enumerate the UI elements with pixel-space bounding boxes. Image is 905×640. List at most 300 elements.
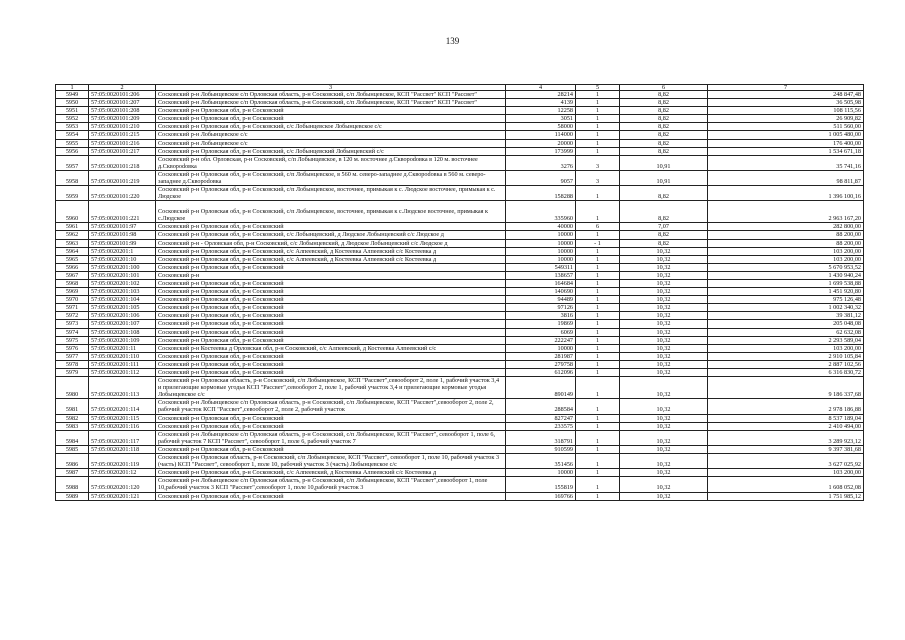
table-row [56,139,864,147]
row-number-cell: 5978 [56,360,89,368]
table-row [56,328,864,336]
address-cell: Сосковский р-н Орловская обл, р-н Сосковский [156,304,506,312]
address-cell: Сосковский р-н Орловская обл, р-н Сосковский [156,445,506,453]
row-number-cell: 5966 [56,263,89,271]
cadastral-number-cell: 57:05:0020101:218 [89,155,156,170]
value-cell: 103 200,00 [708,255,864,263]
area-cell: 281987 [506,352,576,360]
area-cell: 58000 [506,123,576,131]
category-cell: 1 [576,107,620,115]
area-cell: 10000 [506,247,576,255]
rate-cell: 8,82 [620,115,708,123]
area-cell: 114000 [506,131,576,139]
row-number-cell: 5985 [56,445,89,453]
cadastral-number-cell: 57:05:0020201:106 [89,312,156,320]
rate-cell: 10,32 [620,492,708,500]
cadastral-number-cell: 57:05:0020201:108 [89,328,156,336]
category-cell: 1 [576,139,620,147]
rate-cell: 10,32 [620,414,708,422]
address-cell: Сосковский р-н Лобынцевское с/п Орловская область, р-н Сосковский, с/п Лобынцевское, КСП "Рассвет" КСП "Рассвет" [156,99,506,107]
address-cell: Сосковский р-н Орловская обл, р-н Сосковский, с/с Лобынцевский Лобынцевский с/с [156,147,506,155]
value-cell: 3 627 025,92 [708,454,864,469]
area-cell: 140690 [506,288,576,296]
category-cell: 1 [576,231,620,239]
rate-cell: 10,32 [620,422,708,430]
rate-cell: 10,32 [620,377,708,399]
cadastral-number-cell: 57:05:0020201:119 [89,454,156,469]
row-number-cell: 5964 [56,247,89,255]
area-cell: 10000 [506,255,576,263]
address-cell: Сосковский р-н Орловская обл, р-н Сосковский [156,369,506,377]
category-cell: 1 [576,186,620,201]
row-number-cell: 5968 [56,279,89,287]
address-cell: Сосковский р-н Орловская обл, р-н Сосковский [156,352,506,360]
value-cell: 103 200,00 [708,247,864,255]
cadastral-number-cell: 57:05:0020101:216 [89,139,156,147]
value-cell: 36 505,98 [708,99,864,107]
value-cell: 2 293 589,04 [708,336,864,344]
cadastral-number-cell: 57:05:0020201:104 [89,296,156,304]
address-cell: Сосковский р-н Орловская обл, р-н Сосковский, с/с Лобынцевское Лобынцевское с/с [156,123,506,131]
address-cell: Сосковский р-н - Орловская обл, р-н Сосковский, с/с Лобынцевский, д Людское Лобынцевский с/с Людское д [156,239,506,247]
area-cell: 155819 [506,477,576,492]
table-row [56,312,864,320]
address-cell: Сосковский р-н Орловская обл, р-н Сосковский [156,223,506,231]
value-cell: 3 289 923,12 [708,430,864,445]
table-row [56,247,864,255]
table-row [56,279,864,287]
table-row [56,231,864,239]
value-cell: 975 126,48 [708,296,864,304]
value-cell: 9 397 381,68 [708,445,864,453]
category-cell: 1 [576,304,620,312]
address-cell: Сосковский р-н Орловская обл, р-н Сосковский [156,336,506,344]
value-cell: 511 560,00 [708,123,864,131]
value-cell: 2 910 105,84 [708,352,864,360]
category-cell: 1 [576,147,620,155]
row-number-cell: 5980 [56,377,89,399]
value-cell: 9 186 337,68 [708,377,864,399]
category-cell: 1 [576,344,620,352]
rate-cell: 8,82 [620,186,708,201]
area-cell: 10000 [506,231,576,239]
table-row [56,91,864,99]
rate-cell: 10,32 [620,369,708,377]
value-cell: 35 741,16 [708,155,864,170]
table-row [56,320,864,328]
category-cell: 1 [576,336,620,344]
rate-cell: 8,82 [620,131,708,139]
category-cell: 1 [576,91,620,99]
category-cell: 1 [576,131,620,139]
category-cell: 1 [576,430,620,445]
address-cell: Сосковский р-н Орловская обл, р-н Сосковский [156,263,506,271]
rate-cell: 8,82 [620,123,708,131]
area-cell: 279758 [506,360,576,368]
area-cell: 28214 [506,91,576,99]
table-row [56,336,864,344]
cadastral-number-cell: 57:05:0020201:113 [89,377,156,399]
address-cell: Сосковский р-н Лобынцевское с/с [156,131,506,139]
area-cell: 97126 [506,304,576,312]
address-cell: Сосковский р-н Орловская обл, р-н Сосковский [156,492,506,500]
category-cell: 1 [576,123,620,131]
category-cell: 1 [576,271,620,279]
table-row [56,352,864,360]
value-cell: 108 115,56 [708,107,864,115]
rate-cell: 10,32 [620,263,708,271]
category-cell: 1 [576,369,620,377]
cadastral-number-cell: 57:05:0020201:102 [89,279,156,287]
table-row [56,239,864,247]
rate-cell: 10,32 [620,320,708,328]
cadastral-number-cell: 57:05:0020101:206 [89,91,156,99]
column-header: 6 [620,85,708,91]
value-cell: 282 800,00 [708,223,864,231]
value-cell: 26 909,82 [708,115,864,123]
row-number-cell: 5957 [56,155,89,170]
category-cell: 1 [576,99,620,107]
cadastral-number-cell: 57:05:0020201:100 [89,263,156,271]
cadastral-number-cell: 57:05:0020101:98 [89,231,156,239]
value-cell: 205 048,08 [708,320,864,328]
category-cell: 1 [576,414,620,422]
table-row [56,155,864,170]
row-number-cell: 5982 [56,414,89,422]
value-cell: 2 963 167,20 [708,201,864,223]
row-number-cell: 5958 [56,170,89,185]
column-header: 3 [156,85,506,91]
address-cell: Сосковский р-н обл. Орловская, р-н Сосковский, с/п Лобынцевское, в 120 м. восточнее д.Скворodовка в 120 м. восточнее д.Скворodовка [156,155,506,170]
area-cell: 335960 [506,201,576,223]
column-header: 4 [506,85,576,91]
table-row [56,201,864,223]
value-cell: 1 751 985,12 [708,492,864,500]
address-cell: Сосковский р-н Орловская обл, р-н Сосковский, с/с Лобынцевский, д Людское Лобынцевский с/с Людское д [156,231,506,239]
row-number-cell: 5955 [56,139,89,147]
area-cell: 910599 [506,445,576,453]
cadastral-number-cell: 57:05:0020101:220 [89,186,156,201]
address-cell: Сосковский р-н Лобынцевское с/с [156,139,506,147]
area-cell: 612096 [506,369,576,377]
area-cell: 222247 [506,336,576,344]
row-number-cell: 5953 [56,123,89,131]
address-cell: Сосковский р-н Орловская обл, р-н Сосковский [156,312,506,320]
row-number-cell: 5965 [56,255,89,263]
table-row [56,414,864,422]
address-cell: Сосковский р-н Орловская обл, р-н Сосковский [156,360,506,368]
cadastral-number-cell: 57:05:0020201:1 [89,247,156,255]
row-number-cell: 5987 [56,469,89,477]
row-number-cell: 5974 [56,328,89,336]
area-cell: 173999 [506,147,576,155]
value-cell: 1 534 671,18 [708,147,864,155]
cadastral-number-cell: 57:05:0020101:219 [89,170,156,185]
table-row [56,170,864,185]
cadastral-number-cell: 57:05:0020101:97 [89,223,156,231]
rate-cell: 10,32 [620,469,708,477]
table-row [56,99,864,107]
row-number-cell: 5977 [56,352,89,360]
area-cell: 9057 [506,170,576,185]
table-row [56,115,864,123]
area-cell: 169766 [506,492,576,500]
address-cell: Сосковский р-н Орловская обл, р-н Сосковский [156,279,506,287]
area-cell: 10000 [506,239,576,247]
row-number-cell: 5960 [56,201,89,223]
area-cell: 20000 [506,139,576,147]
category-cell: 1 [576,320,620,328]
area-cell: 10000 [506,344,576,352]
cadastral-number-cell: 57:05:0020201:117 [89,430,156,445]
rate-cell: 10,32 [620,399,708,414]
address-cell: Сосковский р-н Костеевка д Орловская обл, р-н Сосковский, с/с Алпеевский, д Костеевка Алпеевский с/с [156,344,506,352]
rate-cell: 10,32 [620,336,708,344]
area-cell: 94489 [506,296,576,304]
cadastral-number-cell: 57:05:0020101:209 [89,115,156,123]
cadastral-number-cell: 57:05:0020201:115 [89,414,156,422]
value-cell: 8 537 189,04 [708,414,864,422]
rate-cell: 10,91 [620,155,708,170]
rate-cell: 8,82 [620,231,708,239]
area-cell: 318791 [506,430,576,445]
category-cell: 1 [576,296,620,304]
cadastral-number-cell: 57:05:0020201:11 [89,344,156,352]
address-cell: Сосковский р-н Лобынцевское с/п Орловская область, р-н Сосковский, с/п Лобынцевское, КСП "Рассвет",севооборот 1, поле 10,рабочий участок 3 КСП "Рассвет",севооборот 1, поле 10,рабочий участок 3 [156,477,506,492]
row-number-cell: 5976 [56,344,89,352]
rate-cell: 10,32 [620,296,708,304]
cadastral-number-cell: 57:05:0020101:221 [89,201,156,223]
value-cell: 1 005 480,00 [708,131,864,139]
cadastral-number-cell: 57:05:0020201:112 [89,369,156,377]
value-cell: 2 978 186,88 [708,399,864,414]
category-cell: 1 [576,279,620,287]
cadastral-number-cell: 57:05:0020201:109 [89,336,156,344]
rate-cell: 10,32 [620,352,708,360]
rate-cell: 8,82 [620,239,708,247]
value-cell: 88 200,00 [708,231,864,239]
table-row [56,430,864,445]
table-row [56,445,864,453]
value-cell: 1 451 920,80 [708,288,864,296]
rate-cell: 10,32 [620,279,708,287]
cadastral-number-cell: 57:05:0020101:99 [89,239,156,247]
table-row [56,263,864,271]
row-number-cell: 5950 [56,99,89,107]
row-number-cell: 5967 [56,271,89,279]
table-body [56,91,864,501]
category-cell: 1 [576,328,620,336]
category-cell: 1 [576,263,620,271]
area-cell: 890149 [506,377,576,399]
cadastral-number-cell: 57:05:0020201:12 [89,469,156,477]
value-cell: 62 632,08 [708,328,864,336]
row-number-cell: 5975 [56,336,89,344]
category-cell: 3 [576,155,620,170]
address-cell: Сосковский р-н Орловская обл, р-н Сосковский [156,422,506,430]
cadastral-number-cell: 57:05:0020201:10 [89,255,156,263]
area-cell: 40000 [506,223,576,231]
value-cell: 6 316 830,72 [708,369,864,377]
value-cell: 5 670 953,52 [708,263,864,271]
area-cell: 164684 [506,279,576,287]
area-cell: 549311 [506,263,576,271]
table-row [56,107,864,115]
area-cell: 12258 [506,107,576,115]
row-number-cell: 5969 [56,288,89,296]
row-number-cell: 5972 [56,312,89,320]
table-row [56,454,864,469]
value-cell: 248 847,48 [708,91,864,99]
land-register-table [55,84,864,501]
table-row [56,360,864,368]
rate-cell: 7,07 [620,223,708,231]
row-number-cell: 5970 [56,296,89,304]
area-cell: 19869 [506,320,576,328]
row-number-cell: 5989 [56,492,89,500]
cadastral-number-cell: 57:05:0020201:114 [89,399,156,414]
area-cell: 10000 [506,469,576,477]
table-row [56,186,864,201]
table-row [56,492,864,500]
address-cell: Сосковский р-н Орловская обл, р-н Сосковский [156,115,506,123]
page-number: 139 [445,36,460,46]
category-cell: 1 [576,477,620,492]
table-row [56,477,864,492]
table-row [56,399,864,414]
table-row [56,422,864,430]
value-cell: 176 400,00 [708,139,864,147]
category-cell: - 1 [576,239,620,247]
area-cell: 3816 [506,312,576,320]
cadastral-number-cell: 57:05:0020101:210 [89,123,156,131]
value-cell: 1 608 052,08 [708,477,864,492]
value-cell: 2 887 102,56 [708,360,864,368]
address-cell: Сосковский р-н Орловская обл, р-н Сосковский, с/с Алпеевский, д Костеевка Алпеевский с/с Костеевка д [156,247,506,255]
category-cell: 1 [576,352,620,360]
value-cell: 1 396 100,16 [708,186,864,201]
category-cell: 1 [576,399,620,414]
row-number-cell: 5949 [56,91,89,99]
table-row [56,296,864,304]
address-cell: Сосковский р-н Орловская область, р-н Сосковский, с/п Лобынцевское, КСП "Рассвет", севооборот 1, поле 10, рабочий участок 3 (часть) КСП "Рассвет", севооборот 1, поле 10, рабочий участок 3 (часть) Лобынцевское с/с [156,454,506,469]
category-cell: 1 [576,247,620,255]
cadastral-number-cell: 57:05:0020201:118 [89,445,156,453]
category-cell: 1 [576,492,620,500]
table-row [56,288,864,296]
row-number-cell: 5959 [56,186,89,201]
cadastral-number-cell: 57:05:0020201:116 [89,422,156,430]
row-number-cell: 5956 [56,147,89,155]
category-cell: 3 [576,170,620,185]
address-cell: Сосковский р-н Орловская обл, р-н Сосковский [156,414,506,422]
category-cell: 1 [576,255,620,263]
address-cell: Сосковский р-н Орловская обл, р-н Сосковский, с/с Алпеевский, д Костеевка Алпеевский с/с Костеевка д [156,255,506,263]
address-cell: Сосковский р-н Орловская обл, р-н Сосковский, с/с Алпеевский, д Костеевка Алпеевский с/с Костеевка д [156,469,506,477]
address-cell: Сосковский р-н Орловская обл, р-н Сосковский [156,288,506,296]
address-cell: Сосковский р-н Орловская обл, р-н Сосковский, с/п Лобынцевское, восточнее, примыкая к с. Людское восточнее, примыкая к с. Людское [156,186,506,201]
value-cell: 103 200,00 [708,469,864,477]
address-cell: Сосковский р-н Орловская обл, р-н Сосковский [156,107,506,115]
rate-cell: 8,82 [620,107,708,115]
value-cell: 2 410 494,00 [708,422,864,430]
cadastral-number-cell: 57:05:0020101:208 [89,107,156,115]
cadastral-number-cell: 57:05:0020101:217 [89,147,156,155]
category-cell: 1 [576,454,620,469]
rate-cell: 10,32 [620,344,708,352]
row-number-cell: 5988 [56,477,89,492]
cadastral-number-cell: 57:05:0020201:111 [89,360,156,368]
rate-cell: 10,91 [620,170,708,185]
category-cell: 1 [576,201,620,223]
area-cell: 4139 [506,99,576,107]
category-cell: 1 [576,377,620,399]
rate-cell: 10,32 [620,247,708,255]
cadastral-number-cell: 57:05:0020201:120 [89,477,156,492]
category-cell: 1 [576,469,620,477]
address-cell: Сосковский р-н Орловская обл, р-н Сосковский [156,328,506,336]
table-row [56,369,864,377]
rate-cell: 10,32 [620,360,708,368]
column-header: 5 [576,85,620,91]
address-cell: Сосковский р-н Лобынцевское с/п Орловская область, р-н Сосковский, с/п Лобынцевское, КСП "Рассвет" КСП "Рассвет" [156,91,506,99]
table-row [56,344,864,352]
row-number-cell: 5963 [56,239,89,247]
rate-cell: 10,32 [620,477,708,492]
cadastral-number-cell: 57:05:0020201:101 [89,271,156,279]
address-cell: Сосковский р-н Орловская обл, р-н Сосковский, с/п Лобынцевское, в 560 м. северо-западнее д.Скворodовка в 560 м. северо-западнее д.Скворodовка [156,170,506,185]
rate-cell: 10,32 [620,328,708,336]
category-cell: 1 [576,422,620,430]
column-header: 1 [56,85,89,91]
rate-cell: 10,32 [620,445,708,453]
rate-cell: 10,32 [620,271,708,279]
area-cell: 233575 [506,422,576,430]
row-number-cell: 5952 [56,115,89,123]
cadastral-number-cell: 57:05:0020201:107 [89,320,156,328]
area-cell: 138657 [506,271,576,279]
rate-cell: 8,82 [620,139,708,147]
area-cell: 3051 [506,115,576,123]
value-cell: 1 002 340,32 [708,304,864,312]
area-cell: 288584 [506,399,576,414]
cadastral-number-cell: 57:05:0020101:215 [89,131,156,139]
table-row [56,469,864,477]
area-cell: 158288 [506,186,576,201]
rate-cell: 10,32 [620,255,708,263]
table-row [56,255,864,263]
row-number-cell: 5951 [56,107,89,115]
row-number-cell: 5973 [56,320,89,328]
row-number-cell: 5971 [56,304,89,312]
value-cell: 39 381,12 [708,312,864,320]
rate-cell: 8,82 [620,147,708,155]
cadastral-number-cell: 57:05:0020101:207 [89,99,156,107]
column-header: 7 [708,85,864,91]
address-cell: Сосковский р-н Лобынцевское с/п Орловская область, р-н Сосковский, с/п Лобынцевское, КСП "Рассвет", севооборот 1, поле 6, рабочий участок 7 КСП "Рассвет", севооборот 1, поле 6, рабочий участок 7 [156,430,506,445]
value-cell: 1 430 940,24 [708,271,864,279]
category-cell: 1 [576,360,620,368]
table-row [56,147,864,155]
table-row [56,223,864,231]
row-number-cell: 5962 [56,231,89,239]
address-cell: Сосковский р-н Лобынцевское с/п Орловская область, р-н Сосковский, с/п Лобынцевское, КСП "Рассвет",севооборот 2, поле 2, рабочий участок КСП "Рассвет",севооборот 2, поле 2, рабочий участок [156,399,506,414]
address-cell: Сосковский р-н Орловская обл, р-н Сосковский [156,296,506,304]
cadastral-number-cell: 57:05:0020201:103 [89,288,156,296]
category-cell: 6 [576,223,620,231]
address-cell: Сосковский р-н Орловская обл, р-н Сосковский, с/п Лобынцевское, восточнее, примыкая к с.Людское восточнее, примыкая к с.Людское [156,201,506,223]
rate-cell: 10,32 [620,288,708,296]
